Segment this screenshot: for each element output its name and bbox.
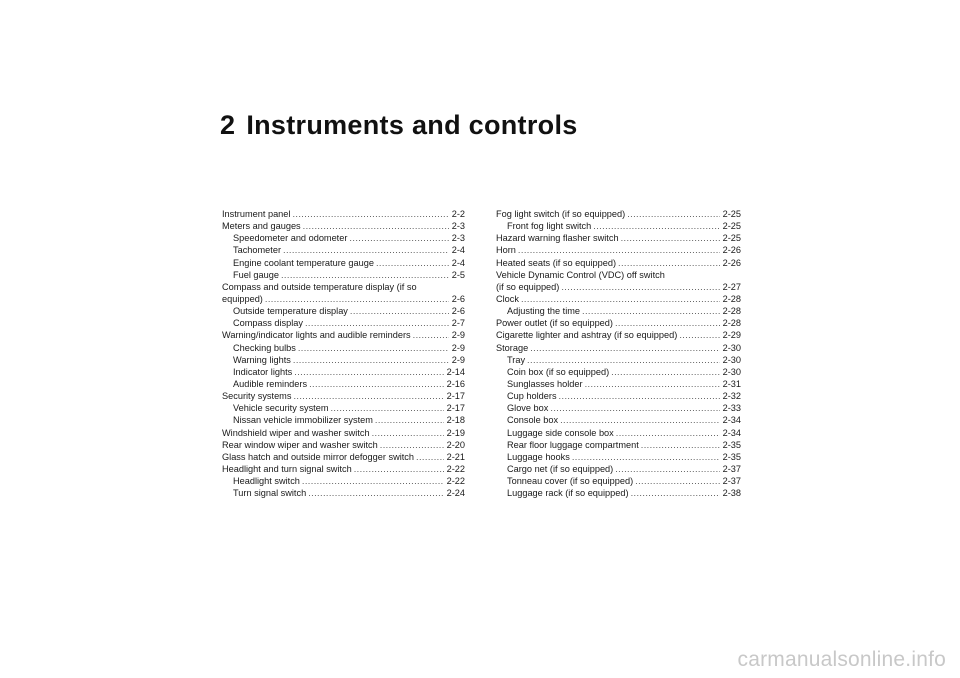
dot-leader — [349, 232, 448, 244]
toc-entry-title: Hazard warning flasher switch — [496, 233, 619, 244]
toc-entry-title: Fuel gauge — [233, 269, 279, 280]
toc-column-left — [222, 208, 465, 499]
toc-subentry[interactable] — [496, 427, 741, 439]
toc-page-number: 2-25 — [722, 233, 741, 244]
toc-subentry[interactable] — [496, 463, 741, 475]
toc-entry-title: Warning lights — [233, 354, 291, 365]
toc-subentry[interactable] — [222, 378, 465, 390]
toc-page-number: 2-35 — [722, 439, 741, 450]
toc-subentry[interactable] — [222, 354, 465, 366]
toc-page-number: 2-6 — [451, 306, 465, 317]
toc-page-number: 2-25 — [722, 209, 741, 219]
watermark-text: carmanualsonline.info — [737, 648, 946, 671]
toc-entry-title: Tray — [507, 354, 526, 365]
toc-entry-title: Clock — [496, 293, 519, 304]
toc-entry-title: Compass display — [233, 318, 303, 329]
toc-entry-title: Checking bulbs — [233, 342, 296, 353]
toc-page-number: 2-26 — [722, 257, 741, 268]
dot-leader — [593, 220, 719, 232]
dot-leader — [293, 354, 449, 366]
toc-subentry[interactable] — [496, 475, 741, 487]
toc-entry[interactable] — [496, 269, 741, 281]
toc-entry-title: Meters and gauges — [222, 221, 301, 232]
toc-entry[interactable] — [496, 342, 741, 354]
toc-subentry[interactable] — [496, 305, 741, 317]
toc-subentry[interactable] — [496, 378, 741, 390]
dot-leader — [281, 269, 449, 281]
toc-subentry[interactable] — [222, 366, 465, 378]
toc-subentry[interactable] — [222, 244, 465, 256]
toc-subentry[interactable] — [496, 390, 741, 402]
dot-leader — [330, 402, 443, 414]
dot-leader — [550, 402, 719, 414]
dot-leader — [618, 257, 720, 269]
toc-page-number: 2-22 — [446, 476, 465, 487]
toc-entry[interactable] — [222, 390, 465, 402]
toc-entry-title: Turn signal switch — [233, 488, 307, 499]
chapter-title — [220, 110, 578, 141]
toc-entry-title: Headlight and turn signal switch — [222, 463, 352, 474]
toc-page-number: 2-33 — [722, 403, 741, 414]
toc-page-number: 2-28 — [722, 318, 741, 329]
toc-page-number: 2-19 — [446, 427, 465, 438]
toc-page-number: 2-32 — [722, 391, 741, 402]
toc-page-number: 2-6 — [451, 293, 465, 304]
toc-entry-title: Warning/indicator lights and audible reminders — [222, 330, 411, 341]
toc-entry[interactable] — [222, 281, 465, 293]
toc-entry-title: Glass hatch and outside mirror defogger switch — [222, 451, 415, 462]
toc-entry-title: Compass and outside temperature display (if so — [222, 281, 417, 292]
toc-entry-title: Glove box — [507, 403, 549, 414]
toc-entry-title: Indicator lights — [233, 366, 293, 377]
toc-entry-title: Cup holders — [507, 391, 557, 402]
toc-entry-title: Console box — [507, 415, 559, 426]
toc-entry-title: Windshield wiper and washer switch — [222, 427, 370, 438]
toc-entry-title: equipped) — [222, 293, 263, 304]
toc-page-number: 2-35 — [722, 451, 741, 462]
dot-leader — [350, 305, 449, 317]
toc-page-number: 2-20 — [446, 439, 465, 450]
toc-page-number: 2-27 — [722, 281, 741, 292]
toc-entry-title: Storage — [496, 342, 529, 353]
toc-entry-title: Tachometer — [233, 245, 281, 256]
toc-entry-title: Luggage hooks — [507, 451, 570, 462]
toc-entry-title: Heated seats (if so equipped) — [496, 257, 617, 268]
dot-leader — [380, 439, 444, 451]
toc-entry[interactable] — [222, 439, 465, 451]
dot-leader — [518, 244, 720, 256]
toc-entry-title: Front fog light switch — [507, 221, 592, 232]
toc-entry-title: Rear window wiper and washer switch — [222, 439, 378, 450]
dot-leader — [294, 366, 443, 378]
dot-leader — [530, 342, 719, 354]
toc-entry-title: Nissan vehicle immobilizer system — [233, 415, 373, 426]
toc-entry-title: Rear floor luggage compartment — [507, 439, 639, 450]
dot-leader — [615, 317, 720, 329]
toc-entry-title: Fog light switch (if so equipped) — [496, 209, 626, 219]
toc-entry[interactable] — [222, 463, 465, 475]
toc-page-number: 2-22 — [446, 463, 465, 474]
dot-leader — [585, 378, 720, 390]
dot-leader — [611, 366, 719, 378]
toc-subentry[interactable] — [222, 487, 465, 499]
toc-page-number: 2-30 — [722, 354, 741, 365]
toc-entry-title: (if so equipped) — [496, 281, 560, 292]
toc-subentry[interactable] — [496, 414, 741, 426]
dot-leader — [292, 208, 448, 220]
toc-entry[interactable] — [222, 427, 465, 439]
dot-leader — [561, 281, 719, 293]
toc-page-number: 2-18 — [446, 415, 465, 426]
toc-entry-title: Outside temperature display — [233, 306, 348, 317]
toc-column-right — [496, 208, 741, 499]
dot-leader — [560, 414, 720, 426]
dot-leader — [303, 220, 449, 232]
dot-leader — [416, 451, 444, 463]
dot-leader — [376, 257, 449, 269]
dot-leader — [265, 293, 449, 305]
dot-leader — [616, 427, 720, 439]
dot-leader — [635, 475, 719, 487]
chapter-number: 2 — [220, 110, 236, 140]
toc-page-number: 2-28 — [722, 293, 741, 304]
toc-subentry[interactable] — [222, 317, 465, 329]
toc-page-number: 2-14 — [446, 366, 465, 377]
toc-entry-title: Headlight switch — [233, 476, 300, 487]
toc-entry[interactable] — [496, 208, 741, 220]
toc-entry[interactable] — [222, 451, 465, 463]
toc-entry-title: Security systems — [222, 391, 292, 402]
toc-subentry[interactable] — [496, 451, 741, 463]
toc-page-number: 2-34 — [722, 415, 741, 426]
toc-entry[interactable] — [496, 281, 741, 293]
dot-leader — [305, 317, 449, 329]
dot-leader — [302, 475, 444, 487]
toc-page-number: 2-30 — [722, 366, 741, 377]
toc-subentry[interactable] — [222, 232, 465, 244]
toc-page-number: 2-30 — [722, 342, 741, 353]
toc-subentry[interactable] — [222, 305, 465, 317]
toc-entry[interactable] — [222, 220, 465, 232]
dot-leader — [298, 342, 449, 354]
toc-subentry[interactable] — [496, 402, 741, 414]
toc-page-number: 2-16 — [446, 378, 465, 389]
dot-leader — [308, 487, 443, 499]
toc-subentry[interactable] — [222, 342, 465, 354]
toc-page-number: 2-2 — [451, 209, 465, 219]
toc-entry[interactable] — [222, 293, 465, 305]
dot-leader — [582, 305, 720, 317]
toc-subentry[interactable] — [496, 220, 741, 232]
dot-leader — [413, 329, 449, 341]
toc-entry[interactable] — [222, 208, 465, 220]
toc-entry-title: Instrument panel — [222, 209, 291, 219]
toc-entry[interactable] — [496, 317, 741, 329]
toc-entry-title: Tonneau cover (if so equipped) — [507, 476, 634, 487]
toc-page-number: 2-38 — [722, 488, 741, 499]
toc-entry-title: Coin box (if so equipped) — [507, 366, 610, 377]
toc-page-number: 2-17 — [446, 391, 465, 402]
toc-page-number: 2-21 — [446, 451, 465, 462]
toc-entry[interactable] — [496, 257, 741, 269]
toc-entry-title: Cigarette lighter and ashtray (if so equipped) — [496, 330, 678, 341]
dot-leader — [527, 354, 720, 366]
toc-entry-title: Adjusting the time — [507, 306, 581, 317]
dot-leader — [309, 378, 444, 390]
dot-leader — [641, 439, 720, 451]
toc-page-number: 2-34 — [722, 427, 741, 438]
toc-entry[interactable] — [496, 329, 741, 341]
toc-page-number: 2-4 — [451, 257, 465, 268]
dot-leader — [354, 463, 444, 475]
toc-entry-title: Power outlet (if so equipped) — [496, 318, 613, 329]
dot-leader — [559, 390, 720, 402]
dot-leader — [283, 244, 449, 256]
toc-subentry[interactable] — [222, 269, 465, 281]
toc-entry-title: Luggage side console box — [507, 427, 614, 438]
toc-entry-title: Sunglasses holder — [507, 378, 583, 389]
toc-entry-title: Audible reminders — [233, 378, 308, 389]
toc-page-number: 2-9 — [451, 354, 465, 365]
toc-entry[interactable] — [496, 293, 741, 305]
toc-page-number: 2-25 — [722, 221, 741, 232]
toc-subentry[interactable] — [222, 414, 465, 426]
toc-entry[interactable] — [496, 244, 741, 256]
toc-page-number: 2-26 — [722, 245, 741, 256]
toc-page-number: 2-9 — [451, 330, 465, 341]
toc-entry-title: Engine coolant temperature gauge — [233, 257, 374, 268]
dot-leader — [627, 208, 719, 220]
toc-subentry[interactable] — [222, 475, 465, 487]
toc-entry-title: Vehicle security system — [233, 403, 329, 414]
toc-subentry[interactable] — [222, 402, 465, 414]
toc-page-number: 2-5 — [451, 269, 465, 280]
toc-page-number: 2-3 — [451, 221, 465, 232]
toc-page-number: 2-37 — [722, 463, 741, 474]
toc-subentry[interactable] — [496, 487, 741, 499]
toc-subentry[interactable] — [496, 366, 741, 378]
dot-leader — [521, 293, 720, 305]
dot-leader — [375, 414, 444, 426]
toc-page-number: 2-24 — [446, 488, 465, 499]
toc-page-number: 2-37 — [722, 476, 741, 487]
toc-entry-title: Vehicle Dynamic Control (VDC) off switch — [496, 269, 665, 280]
toc-page-number: 2-29 — [722, 330, 741, 341]
toc-page-number: 2-3 — [451, 233, 465, 244]
dot-leader — [679, 329, 719, 341]
toc-subentry[interactable] — [496, 354, 741, 366]
toc-entry-title: Speedometer and odometer — [233, 233, 348, 244]
dot-leader — [631, 487, 720, 499]
toc-subentry[interactable] — [496, 439, 741, 451]
toc-page-number: 2-31 — [722, 378, 741, 389]
toc-subentry[interactable] — [222, 257, 465, 269]
toc-page-number: 2-17 — [446, 403, 465, 414]
toc-entry[interactable] — [222, 329, 465, 341]
toc-entry-title: Cargo net (if so equipped) — [507, 463, 614, 474]
toc-entry-title: Luggage rack (if so equipped) — [507, 488, 629, 499]
toc-page-number: 2-7 — [451, 318, 465, 329]
dot-leader — [615, 463, 719, 475]
toc-page-number: 2-28 — [722, 306, 741, 317]
toc-page-number: 2-9 — [451, 342, 465, 353]
toc-entry[interactable] — [496, 232, 741, 244]
chapter-title-text: Instruments and controls — [246, 110, 578, 140]
toc-entry-title: Horn — [496, 245, 516, 256]
dot-leader — [621, 232, 720, 244]
toc-page-number: 2-4 — [451, 245, 465, 256]
dot-leader — [293, 390, 443, 402]
dot-leader — [572, 451, 720, 463]
dot-leader — [372, 427, 444, 439]
